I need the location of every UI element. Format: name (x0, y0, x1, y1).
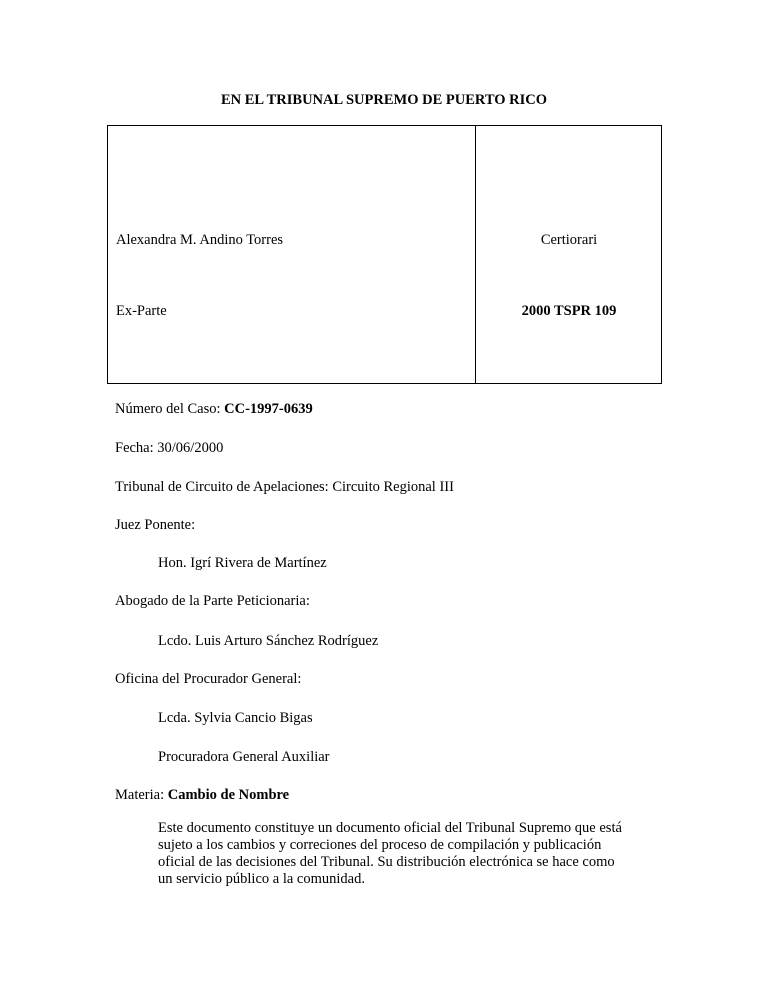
case-number-label: Número del Caso: (115, 401, 225, 417)
date-line: Fecha: 30/06/2000 (115, 440, 224, 456)
case-number-value: CC-1997-0639 (224, 401, 313, 417)
judge-name: Hon. Igrí Rivera de Martínez (158, 555, 327, 571)
petitioner-lawyer-name: Lcdo. Luis Arturo Sánchez Rodríguez (158, 633, 379, 649)
solicitor-title: Procuradora General Auxiliar (158, 749, 330, 765)
court-line: Tribunal de Circuito de Apelaciones: Circuito Regional III (115, 479, 454, 495)
case-citation: 2000 TSPR 109 (521, 303, 617, 319)
case-type: Certiorari (540, 232, 598, 248)
party-role: Ex-Parte (116, 303, 167, 319)
solicitor-office-label: Oficina del Procurador General: (115, 671, 302, 687)
subject-line (115, 787, 289, 804)
solicitor-name: Lcda. Sylvia Cancio Bigas (158, 710, 313, 726)
case-caption-table (107, 125, 662, 384)
case-number-line (115, 401, 313, 418)
petitioner-lawyer-label: Abogado de la Parte Peticionaria: (115, 593, 310, 609)
judge-label: Juez Ponente: (115, 517, 196, 533)
party-name: Alexandra M. Andino Torres (116, 232, 284, 248)
subject-value: Cambio de Nombre (167, 787, 290, 803)
official-notice (158, 820, 628, 888)
notice-text: Este documento constituye un documento oficial del Tribunal Supremo que está sujeto a los cambios y correciones del proceso de compilación y publicación oficial de las decisiones del Tribunal. Su distribución electrónica se hace como un servicio público a la comunidad. (158, 820, 622, 887)
document-title: EN EL TRIBUNAL SUPREMO DE PUERTO RICO (220, 92, 548, 108)
table-column-divider (475, 126, 476, 383)
subject-label: Materia: (115, 787, 168, 803)
